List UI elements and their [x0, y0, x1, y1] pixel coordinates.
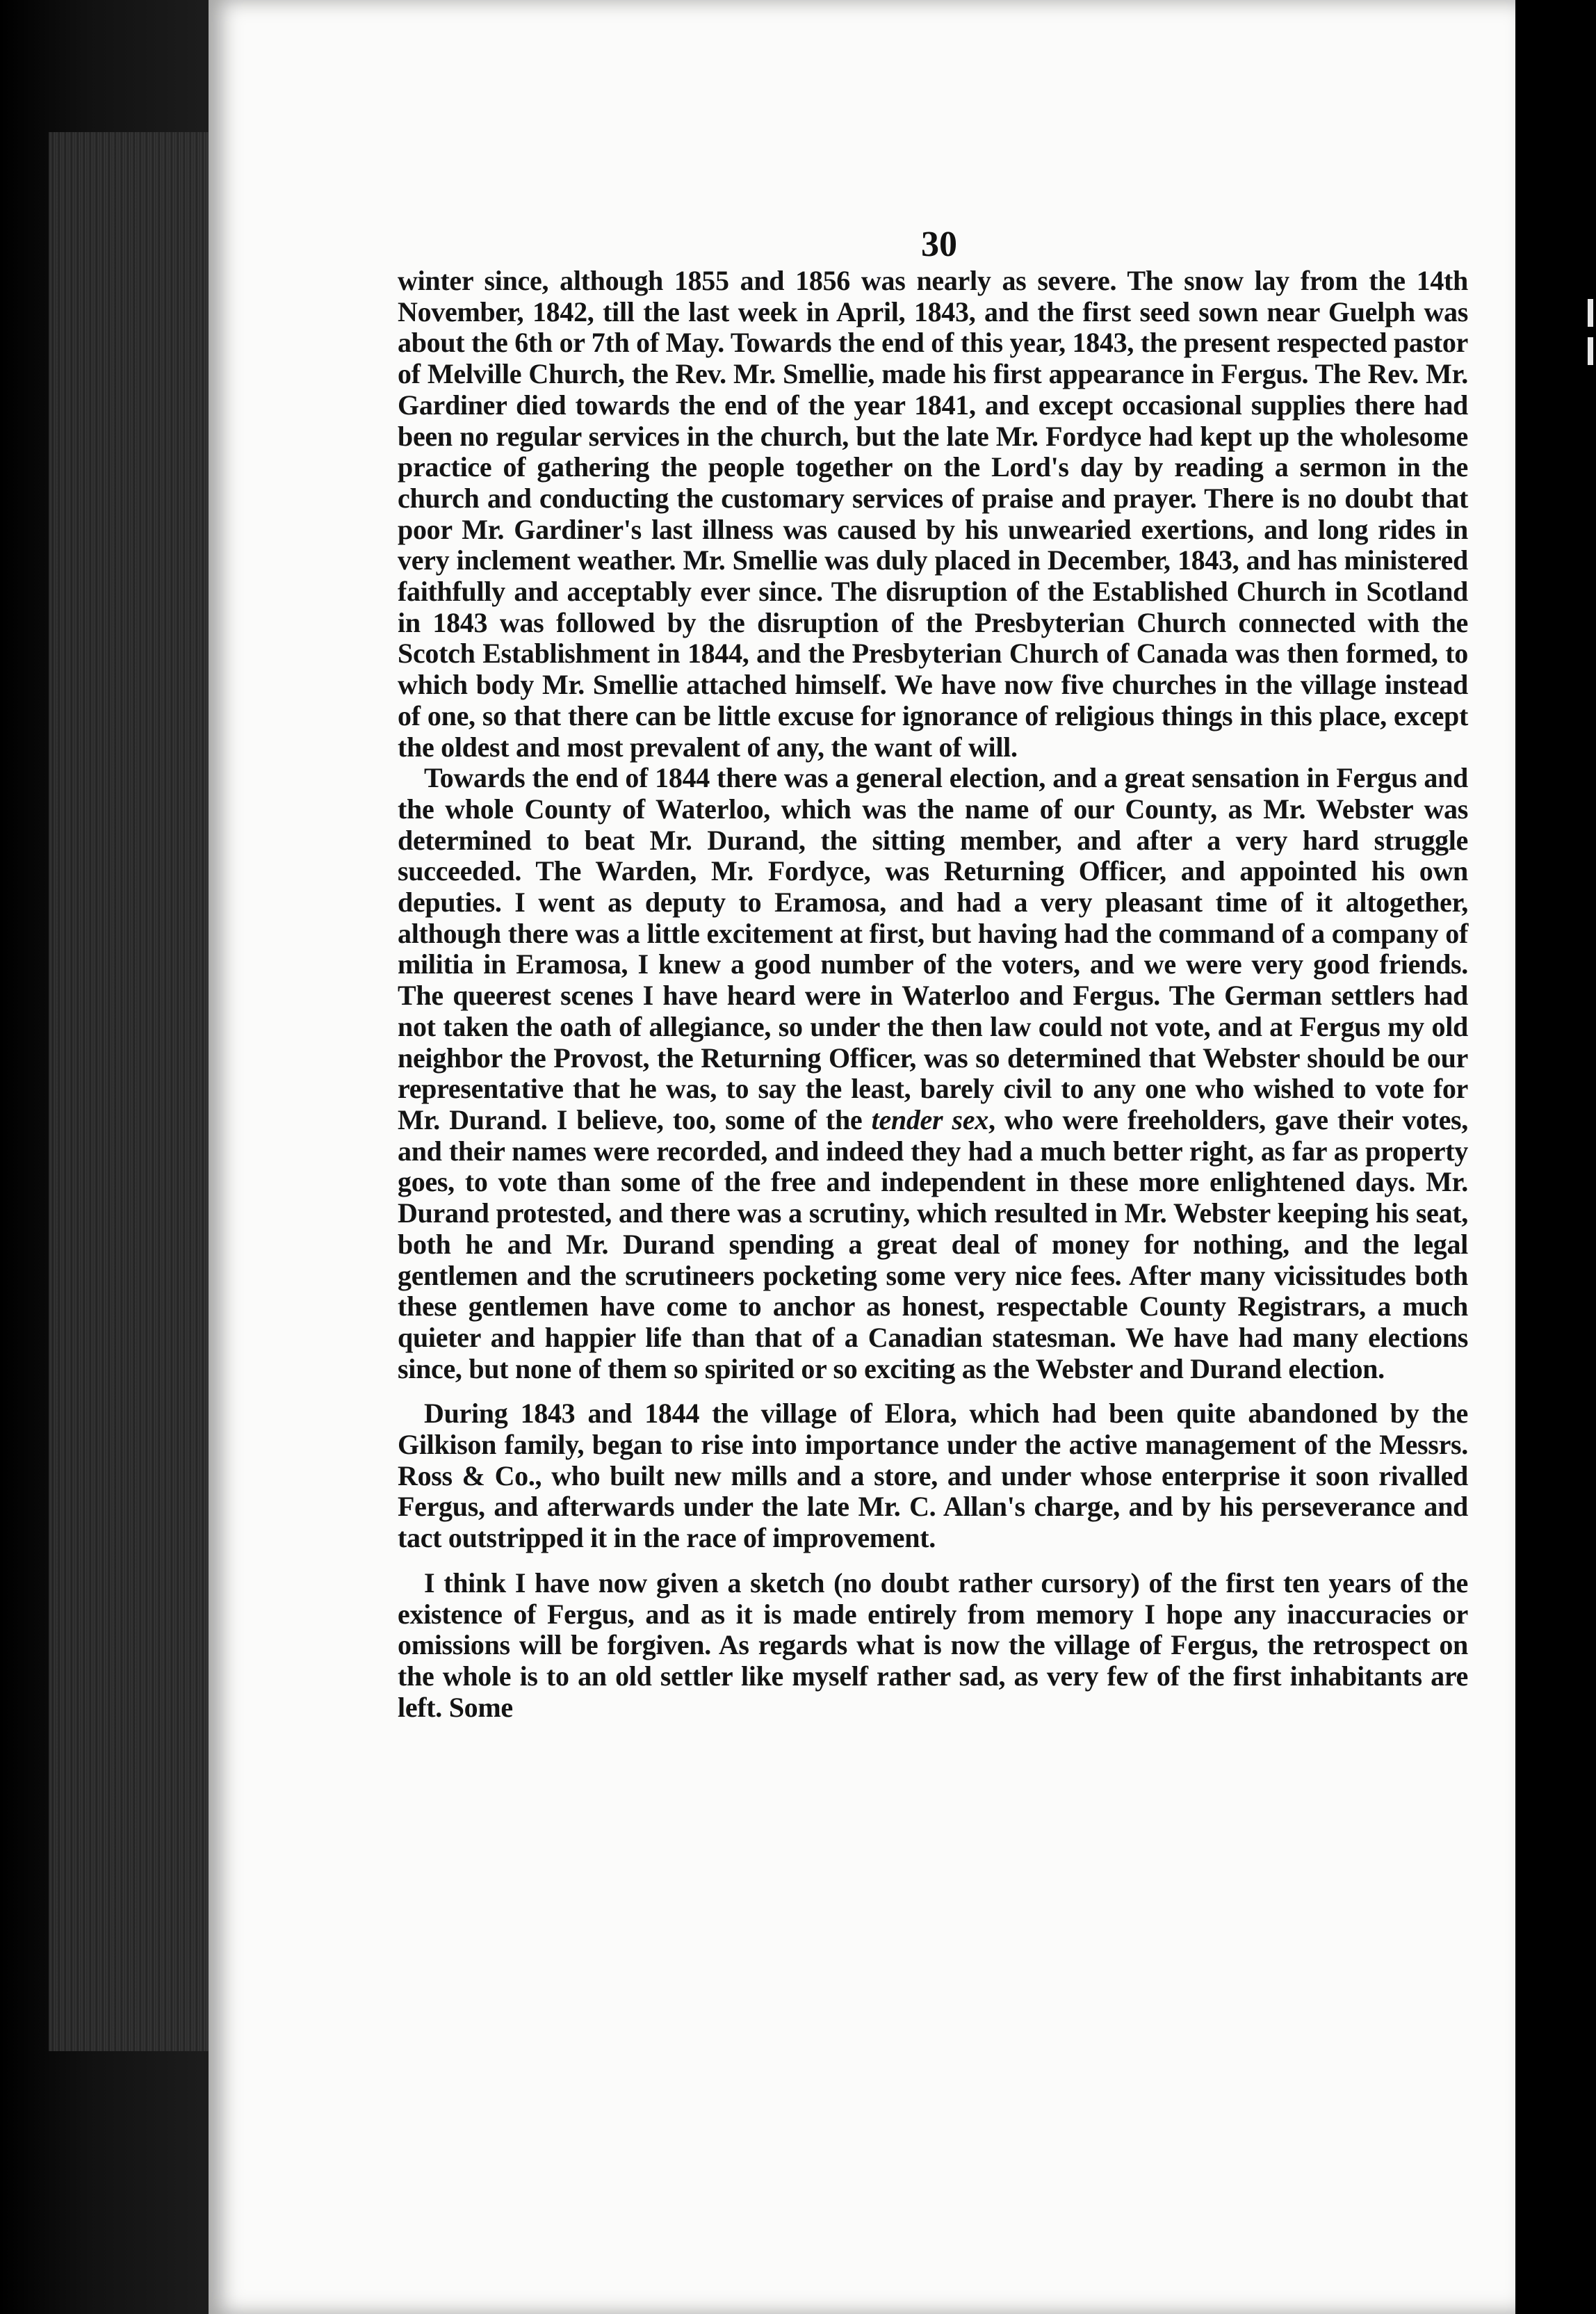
book-page-edges: [49, 132, 209, 2051]
adjacent-page-fragment: [1588, 299, 1593, 327]
paragraph-text: , who were freeholders, gave their votes, and their names were recorded, and indeed they had a much better right, as far as property goes, to vote than some of the free and independent in these more enlightened days. Mr. Durand protested, and there was a scrutiny, which resulted in Mr. Webster keeping his seat, both he and Mr. Durand spending a great deal of money for nothing, and the legal gentlemen and the scrutineers pocketing some very nice fees. After many vicissitudes both these gentlemen have come to anchor as honest, respectable County Registrars, a much quieter and happier life than that of a Canadian statesman. We have had many elections since, but none of them so spirited or so exciting as the Webster and Durand election.: [398, 1103, 1468, 1384]
scan-background-right: [1515, 0, 1596, 2314]
paragraph: [398, 763, 1468, 1384]
paragraph: I think I have now given a sketch (no doubt rather cursory) of the first ten years of the existence of Fergus, and as it is made entirely from memory I hope any inaccuracies or omissions will be forgiven. As regards what is now the village of Fergus, the retrospect on the whole is to an old settler like myself rather sad, as very few of the first inhabitants are left. Some: [398, 1567, 1468, 1723]
italic-phrase: tender sex: [871, 1103, 988, 1135]
page-body-text: [398, 266, 1468, 1723]
page-number: 30: [921, 225, 957, 264]
paragraph: winter since, although 1855 and 1856 was nearly as severe. The snow lay from the 14th November, 1842, till the last week in April, 1843, and the first seed sown near Guelph was about the 6th or 7th of May. Towards the end of this year, 1843, the present respected pastor of Melville Church, the Rev. Mr. Smellie, made his first appearance in Fergus. The Rev. Mr. Gardiner died towards the end of the year 1841, and except occasional supplies there had been no regular services in the church, but the late Mr. Fordyce had kept up the wholesome practice of gathering the people together on the Lord's day by reading a sermon in the church and conducting the customary services of praise and prayer. There is no doubt that poor Mr. Gardiner's last illness was caused by his unwearied exertions, and long rides in very inclement weather. Mr. Smellie was duly placed in December, 1843, and has ministered faithfully and acceptably ever since. The disruption of the Established Church in Scotland in 1843 was followed by the disruption of the Presbyterian Church connected with the Scotch Establishment in 1844, and the Presbyterian Church of Canada was then formed, to which body Mr. Smellie attached himself. We have now five churches in the village instead of one, so that there can be little excuse for ignorance of religious things in this place, except the oldest and most prevalent of any, the want of will.: [398, 265, 1468, 763]
adjacent-page-fragment: [1588, 337, 1593, 365]
paragraph-text: Towards the end of 1844 there was a general election, and a great sensation in Fergus and the whole County of Waterloo, which was the name of our County, as Mr. Webster was determined to beat Mr. Durand, the sitting member, and after a very hard struggle succeeded. The Warden, Mr. Fordyce, was Returning Officer, and appointed his own deputies. I went as deputy to Eramosa, and had a very pleasant time of it altogether, although there was a little excitement at first, but having had the command of a company of militia in Eramosa, I knew a good number of the voters, and we were very good friends. The queerest scenes I have heard were in Waterloo and Fergus. The German settlers had not taken the oath of allegiance, so under the then law could not vote, and at Fergus my old neighbor the Provost, the Returning Officer, was so determined that Webster should be our representative that he was, to say the least, barely civil to any one who wished to vote for Mr. Durand. I believe, too, some of the: [398, 762, 1468, 1135]
paragraph: During 1843 and 1844 the village of Elora, which had been quite abandoned by the Gilkison family, began to rise into importance under the active management of the Messrs. Ross & Co., who built new mills and a store, and under whose enterprise it soon rivalled Fergus, and afterwards under the late Mr. C. Allan's charge, and by his perseverance and tact outstripped it in the race of improvement.: [398, 1398, 1468, 1554]
